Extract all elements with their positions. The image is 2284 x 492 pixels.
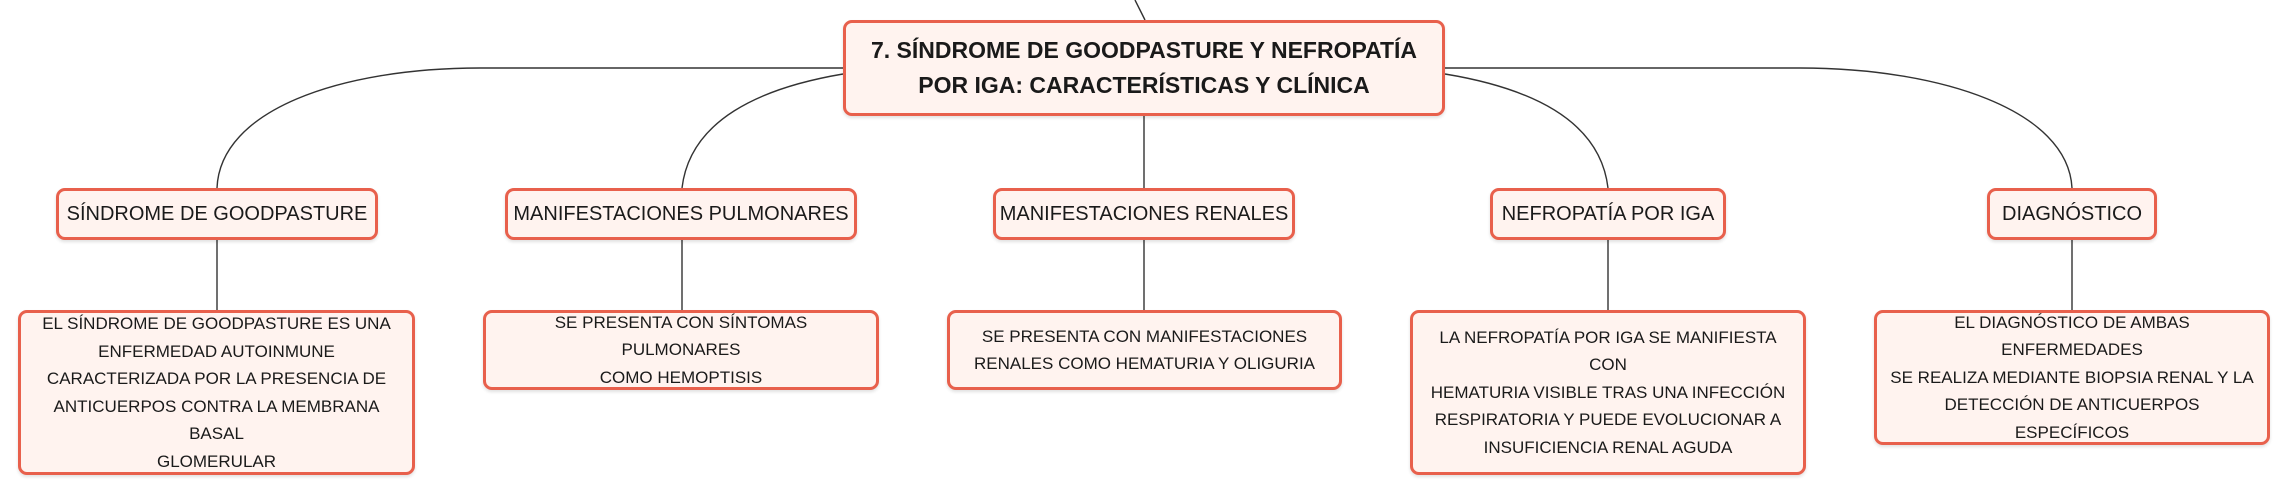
connector-parent <box>1135 0 1145 20</box>
subtopic-diagnostico-description[interactable] <box>1874 310 2270 445</box>
subtopic-line: SE PRESENTA CON MANIFESTACIONES <box>981 326 1308 346</box>
subtopic-line: EL DIAGNÓSTICO DE AMBAS ENFERMEDADES <box>1954 312 2190 360</box>
subtopic-line: RESPIRATORIA Y PUEDE EVOLUCIONAR A <box>1434 410 1782 430</box>
subtopic-text <box>1885 309 2259 447</box>
subtopic-line: DETECCIÓN DE ANTICUERPOS ESPECÍFICOS <box>1944 395 2200 442</box>
subtopic-line: CARACTERIZADA POR LA PRESENCIA DE <box>46 369 387 388</box>
subtopic-line: ANTICUERPOS CONTRA LA MEMBRANA BASAL <box>53 396 380 443</box>
root-title-line-1: 7. SÍNDROME DE GOODPASTURE Y NEFROPATÍA <box>870 37 1418 63</box>
topic-label: NEFROPATÍA POR IGA <box>1501 202 1715 225</box>
subtopic-line: COMO HEMOPTISIS <box>599 367 763 387</box>
subtopic-line: INSUFICIENCIA RENAL AGUDA <box>1483 437 1733 457</box>
subtopic-text <box>1421 324 1795 462</box>
subtopic-line: EL SÍNDROME DE GOODPASTURE ES UNA <box>42 314 391 333</box>
subtopic-text <box>29 310 404 475</box>
connector-root-to-iga <box>1445 74 1608 188</box>
root-topic-text <box>871 33 1417 103</box>
topic-label: SÍNDROME DE GOODPASTURE <box>66 202 368 225</box>
topic-label: MANIFESTACIONES RENALES <box>999 202 1289 225</box>
subtopic-line: SE PRESENTA CON SÍNTOMAS PULMONARES <box>554 312 808 360</box>
connector-root-to-diagnostico <box>1445 68 2072 188</box>
subtopic-pulmonares-description[interactable] <box>483 310 879 390</box>
subtopic-goodpasture-description[interactable] <box>18 310 415 475</box>
root-topic[interactable] <box>843 20 1445 116</box>
subtopic-iga-description[interactable] <box>1410 310 1806 475</box>
connector-root-to-pulmonares <box>682 74 843 188</box>
topic-label: MANIFESTACIONES PULMONARES <box>513 202 849 225</box>
topic-diagnostico[interactable] <box>1987 188 2157 240</box>
subtopic-line: GLOMERULAR <box>156 451 277 471</box>
subtopic-renales-description[interactable] <box>947 310 1342 390</box>
topic-sindrome-de-goodpasture[interactable] <box>56 188 378 240</box>
topic-manifestaciones-pulmonares[interactable] <box>505 188 857 240</box>
subtopic-line: SE REALIZA MEDIANTE BIOPSIA RENAL Y LA <box>1890 367 2254 387</box>
subtopic-line: ENFERMEDAD AUTOINMUNE <box>98 341 335 361</box>
subtopic-text <box>974 323 1315 378</box>
subtopic-line: LA NEFROPATÍA POR IGA SE MANIFIESTA CON <box>1439 327 1777 375</box>
connector-root-to-goodpasture <box>217 68 843 188</box>
topic-label: DIAGNÓSTICO <box>2002 202 2143 225</box>
root-title-line-2: POR IGA: CARACTERÍSTICAS Y CLÍNICA <box>918 72 1370 98</box>
topic-manifestaciones-renales[interactable] <box>993 188 1295 240</box>
subtopic-text <box>494 309 868 392</box>
subtopic-line: RENALES COMO HEMATURIA Y OLIGURIA <box>973 354 1316 373</box>
subtopic-line: HEMATURIA VISIBLE TRAS UNA INFECCIÓN <box>1430 382 1786 402</box>
topic-nefropatia-por-iga[interactable] <box>1490 188 1726 240</box>
